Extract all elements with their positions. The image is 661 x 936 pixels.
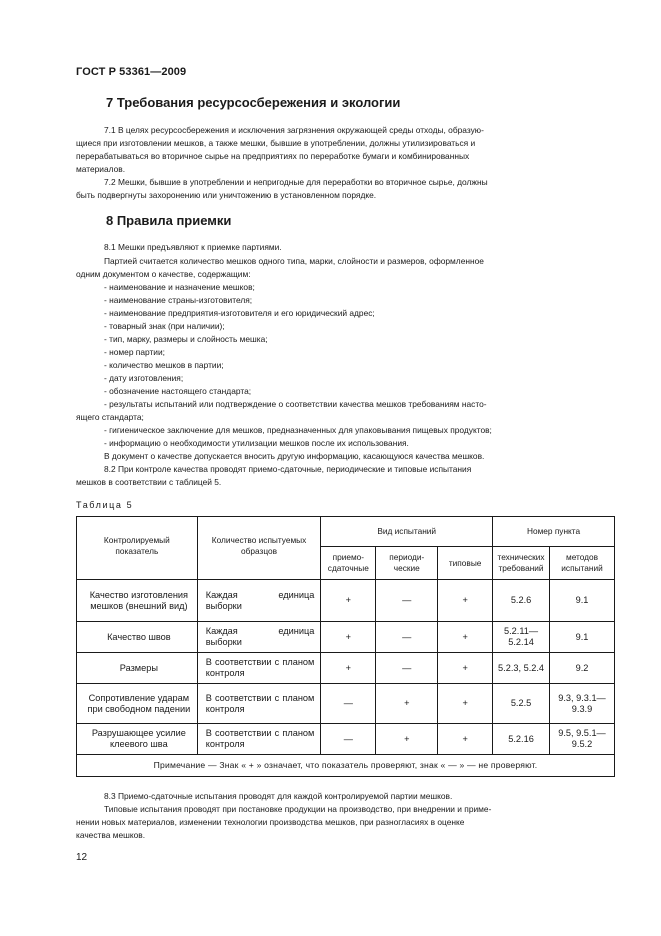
cell-typical: + [438, 580, 493, 622]
p82-line: 8.2 При контроле качества проводят приемо-сдаточные, периодические и типовые испытания [104, 464, 472, 474]
cell-qty: В соответствии с планом контроля [197, 724, 321, 755]
list-item: - информацию о необходимости утилизации мешков после их использования. [104, 438, 409, 448]
page-number: 12 [76, 852, 88, 863]
section-8-title: 8 Правила приемки [106, 213, 232, 228]
p71-line: перерабатываться во вторичное сырье на предприятиях по переработке бумаги и комбинированных [76, 151, 470, 161]
p72-line: 7.2 Мешки, бывшие в употреблении и непригодные для переработки во вторичное сырье, должны [104, 177, 488, 187]
list-item: - наименование предприятия-изготовителя и его юридический адрес; [104, 308, 375, 318]
list-item: - дату изготовления; [104, 373, 184, 383]
table-row [77, 580, 615, 622]
p81: 8.1 Мешки предъявляют к приемке партиями. [104, 242, 282, 252]
p71-line: 7.1 В целях ресурсосбережения и исключения загрязнения окружающей среды отходы, образую- [104, 125, 484, 135]
cell-acceptance: + [321, 622, 376, 653]
list-item: - товарный знак (при наличии); [104, 321, 225, 331]
header-test-types: Вид испытаний [321, 517, 493, 547]
cell-requirements: 5.2.11—5.2.14 [493, 622, 550, 653]
cell-periodic: — [376, 622, 438, 653]
p71-line: щиеся при изготовлении мешков, а также мешки, бывшие в употреблении, должны утилизироваться и [76, 138, 476, 148]
table-row [77, 653, 615, 684]
header-clause-numbers: Номер пункта [493, 517, 615, 547]
list-item: - наименование и назначение мешков; [104, 282, 255, 292]
cell-typical: + [438, 684, 493, 724]
cell-indicator: Качество изготовления мешков (внешний вид) [77, 580, 198, 622]
cell-typical: + [438, 622, 493, 653]
cell-methods: 9.1 [550, 622, 615, 653]
table-5 [76, 516, 615, 777]
cell-requirements: 5.2.6 [493, 580, 550, 622]
list-item-continued: ящего стандарта; [76, 412, 144, 422]
cell-acceptance: — [321, 724, 376, 755]
cell-qty: Каждая единица выборки [197, 622, 321, 653]
cell-qty: Каждая единица выборки [197, 580, 321, 622]
cell-periodic: — [376, 653, 438, 684]
p83: 8.3 Приемо-сдаточные испытания проводят для каждой контролируемой партии мешков. [104, 791, 453, 801]
list-item: - результаты испытаний или подтверждение о соответствии качества мешков требованиям насто- [104, 399, 487, 409]
list-item: - гигиеническое заключение для мешков, предназначенных для упаковывания пищевых продуктов; [104, 425, 492, 435]
p82-line: мешков в соответствии с таблицей 5. [76, 477, 222, 487]
list-item: - наименование страны-изготовителя; [104, 295, 253, 305]
list-item: - количество мешков в партии; [104, 360, 224, 370]
cell-qty: В соответствии с планом контроля [197, 684, 321, 724]
document-header: ГОСТ Р 53361—2009 [76, 66, 187, 78]
list-item: - тип, марку, размеры и слойность мешка; [104, 334, 268, 344]
cell-indicator: Качество швов [77, 622, 198, 653]
list-item: - номер партии; [104, 347, 165, 357]
section-7-title: 7 Требования ресурсосбережения и экологии [106, 95, 401, 110]
header-indicator: Контролируемый показатель [77, 517, 198, 580]
table-row [77, 684, 615, 724]
p72-line: быть подвергнуты захоронению или уничтожению в установленном порядке. [76, 190, 377, 200]
typical-line: качества мешков. [76, 830, 146, 840]
cell-typical: + [438, 724, 493, 755]
header-requirements: технических требований [493, 547, 550, 580]
typical-line: нении новых материалов, изменении технологии производства мешков, при разногласиях в оценке [76, 817, 465, 827]
cell-indicator: Размеры [77, 653, 198, 684]
typical-line: Типовые испытания проводят при постановке продукции на производство, при внедрении и приме- [104, 804, 492, 814]
table-note: Примечание — Знак « + » означает, что показатель проверяют, знак « — » — не проверяют. [77, 755, 615, 777]
cell-acceptance: + [321, 580, 376, 622]
cell-periodic: + [376, 684, 438, 724]
p71-line: материалов. [76, 164, 126, 174]
cell-acceptance: + [321, 653, 376, 684]
cell-requirements: 5.2.16 [493, 724, 550, 755]
cell-methods: 9.2 [550, 653, 615, 684]
header-periodic: периоди-ческие [376, 547, 438, 580]
cell-periodic: — [376, 580, 438, 622]
header-methods: методов испытаний [550, 547, 615, 580]
header-typical: типовые [438, 547, 493, 580]
party-line: Партией считается количество мешков одного типа, марки, слойности и размеров, оформленное [104, 256, 484, 266]
table-caption: Таблица 5 [76, 500, 134, 510]
table-row [77, 622, 615, 653]
cell-requirements: 5.2.3, 5.2.4 [493, 653, 550, 684]
cell-periodic: + [376, 724, 438, 755]
cell-acceptance: — [321, 684, 376, 724]
cell-methods: 9.5, 9.5.1—9.5.2 [550, 724, 615, 755]
party-line: одним документом о качестве, содержащим: [76, 269, 251, 279]
doc-note: В документ о качестве допускается вносить другую информацию, касающуюся качества мешков. [104, 451, 485, 461]
table-row [77, 724, 615, 755]
list-item: - обозначение настоящего стандарта; [104, 386, 252, 396]
header-acceptance: приемо-сдаточные [321, 547, 376, 580]
cell-qty: В соответствии с планом контроля [197, 653, 321, 684]
cell-indicator: Разрушающее усилие клеевого шва [77, 724, 198, 755]
cell-methods: 9.1 [550, 580, 615, 622]
cell-typical: + [438, 653, 493, 684]
cell-methods: 9.3, 9.3.1—9.3.9 [550, 684, 615, 724]
cell-requirements: 5.2.5 [493, 684, 550, 724]
cell-indicator: Сопротивление ударам при свободном падении [77, 684, 198, 724]
header-qty: Количество испытуемых образцов [197, 517, 321, 580]
